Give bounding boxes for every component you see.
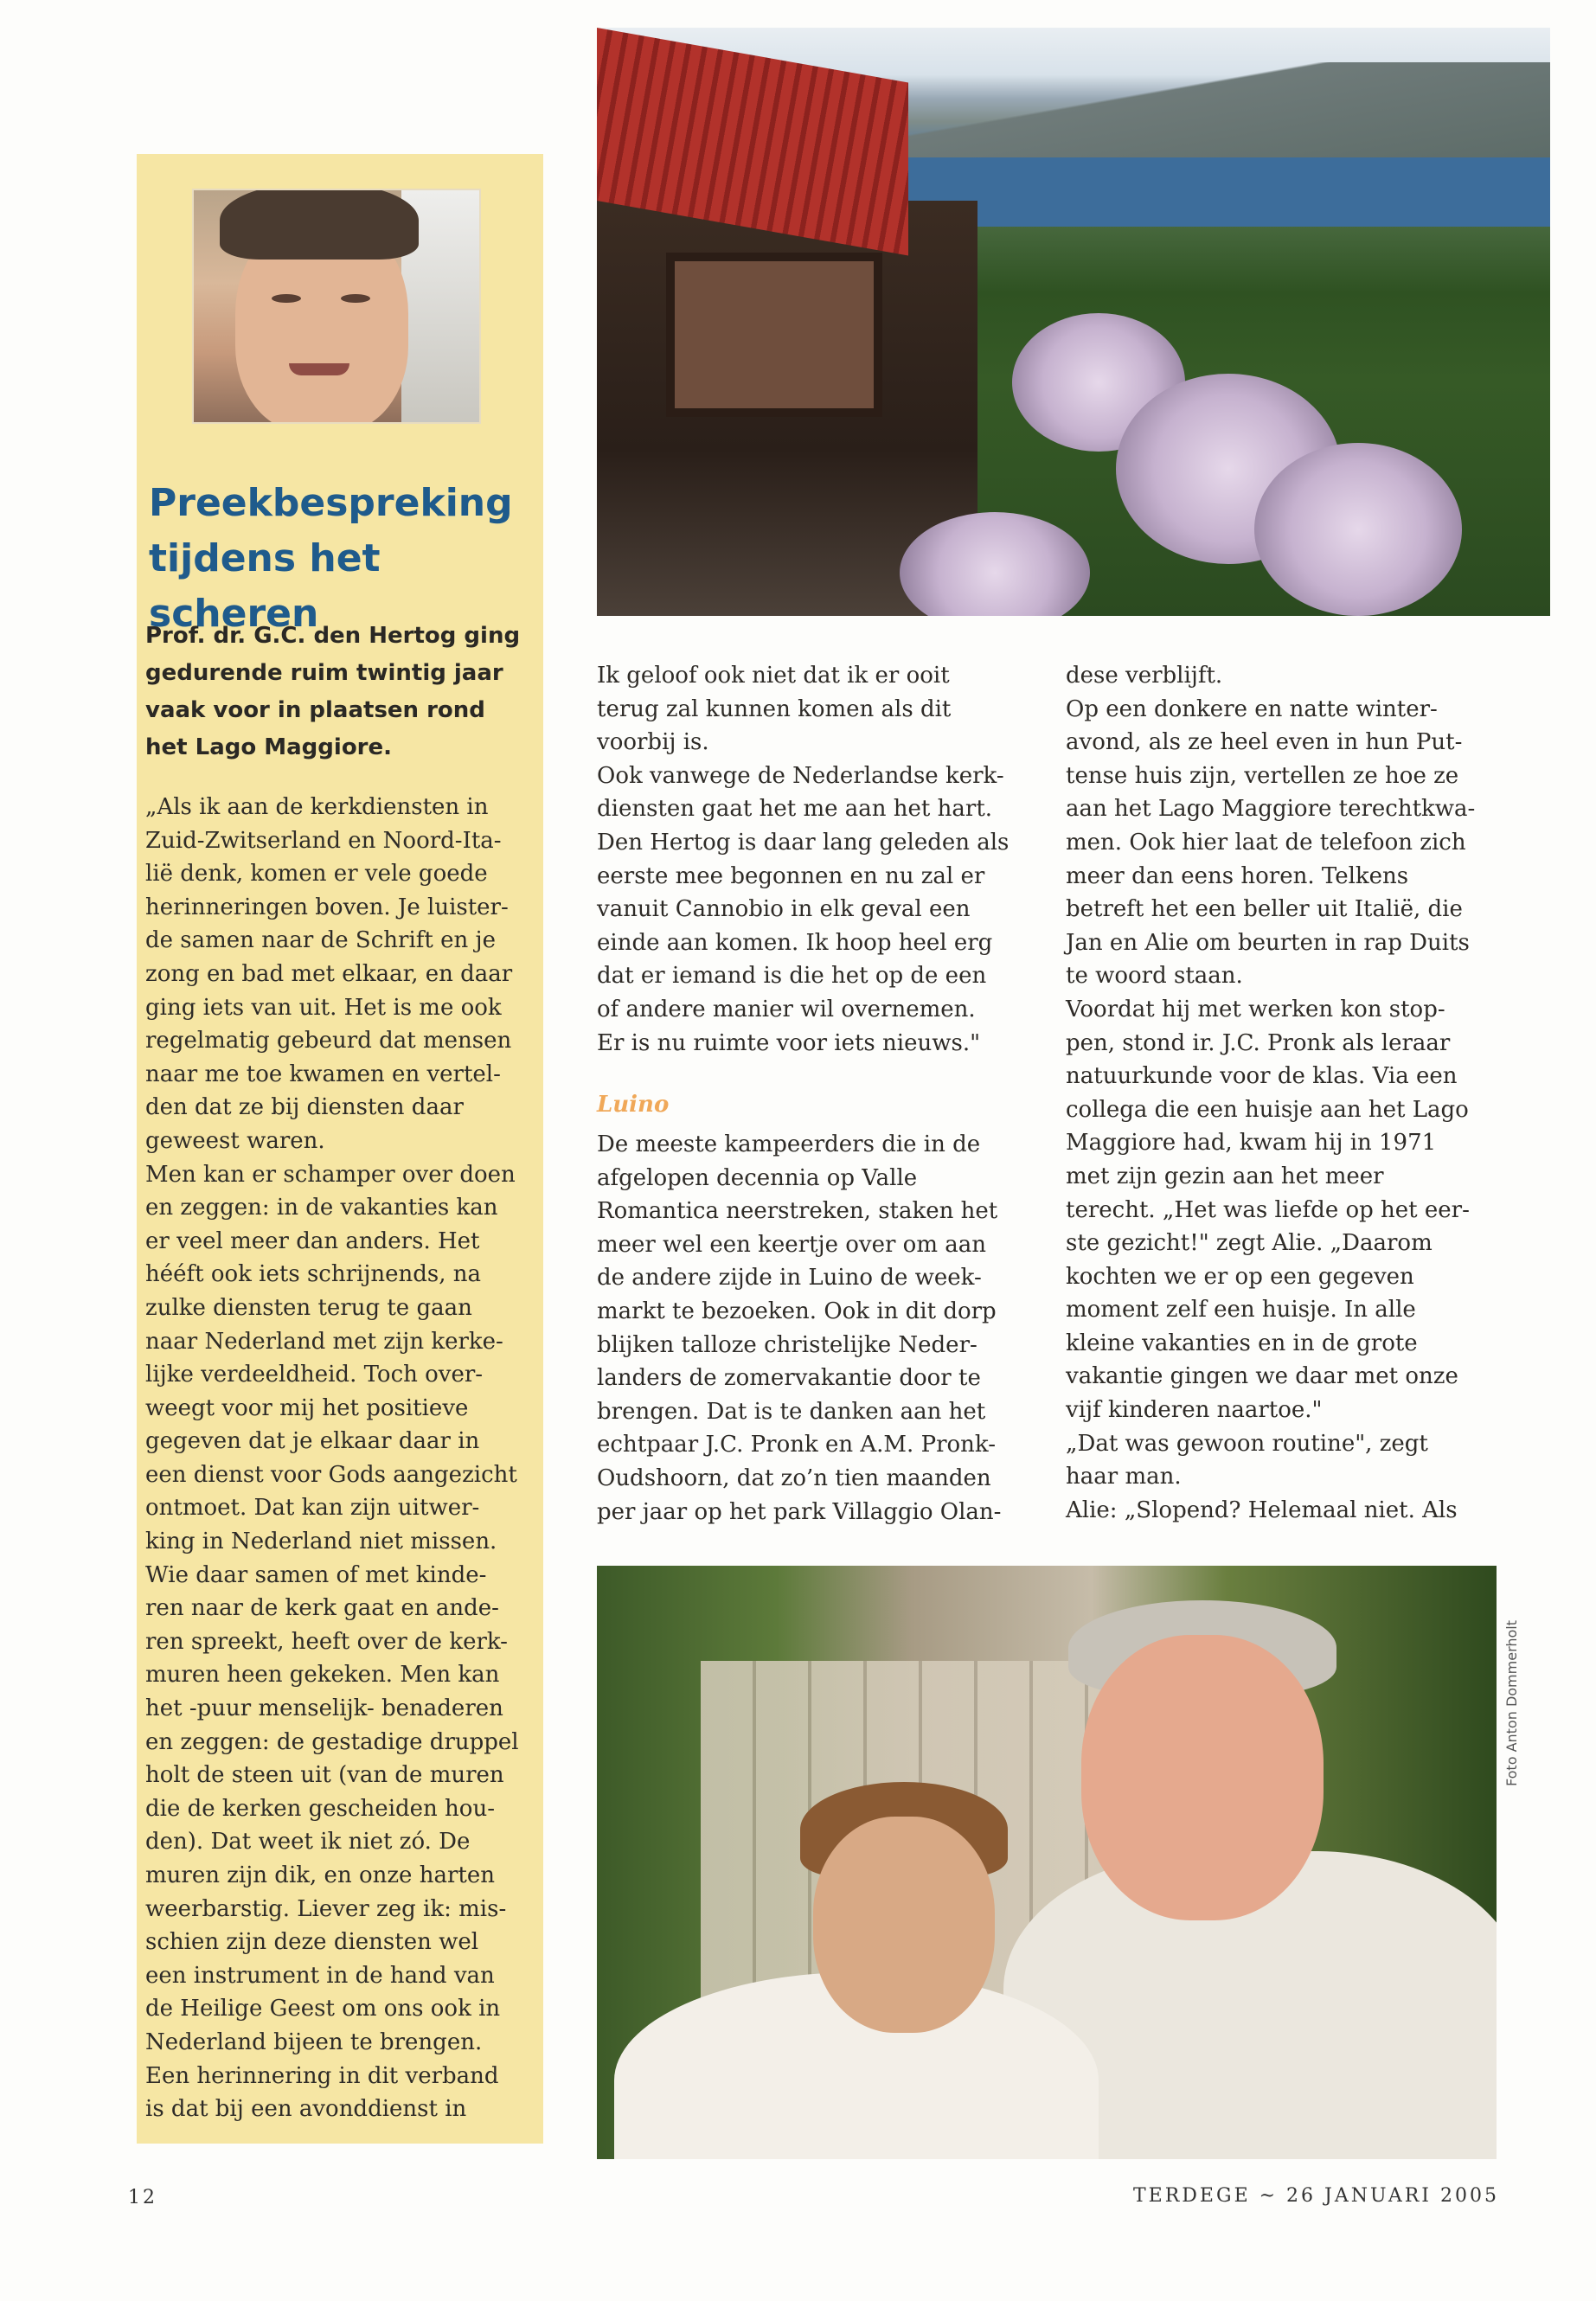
headline-line-2: tijdens het scheren (149, 536, 381, 636)
body-column-2-bottom: De meeste kampeerders die in de afgelopen decennia op Valle Romantica neerstreken, staken het meer wel een keertje over om aan de andere zijde in Luino de week- markt te bezoeken. Ook in dit dorp blijken talloze christelijke Neder- landers de zomervakantie door te brengen. Dat is te danken aan het echtpaar J.C. Pronk en A.M. Pronk- Oudshoorn, dat zo’n tien maanden per jaar op het park Villaggio Olan- (597, 1131, 1002, 1525)
page-number: 12 (128, 2187, 157, 2208)
article-intro: Prof. dr. G.C. den Hertog ging gedurende ruim twintig jaar vaak voor in plaatsen rond het Lago Maggiore. (145, 623, 521, 760)
body-column-1: „Als ik aan de kerkdiensten in Zuid-Zwitserland en Noord-Ita- lië denk, komen er vele goede herinneringen boven. Je luister- de samen naar de Schrift en je zong en bad met elkaar, en daar ging iets van uit. Het is me ook regelmatig gebeurd dat mensen naar me toe kwamen en vertel- den dat ze bij diensten daar geweest waren. Men kan er schamper over doen en zeggen: in de vakanties kan er veel meer dan anders. Het hééft ook iets schrijnends, na zulke diensten terug te gaan naar Nederland met zijn kerke- lijke verdeeldheid. Toch over- weegt voor mij het positieve gegeven dat je elkaar daar in een dienst voor Gods aangezicht ontmoet. Dat kan zijn uitwer- king in Nederland niet missen. Wie daar samen of met kinde- ren naar de kerk gaat en ande- ren spreekt, heeft over de kerk- muren heen gekeken. Men kan het -puur menselijk- benaderen en zeggen: de gestadige druppel holt de steen uit (van de muren die de kerken gescheiden hou- den). Dat weet ik niet zó. De muren zijn dik, en onze harten weerbarstig. Liever zeg ik: mis- schien zijn deze diensten wel een instrument in de hand van de Heilige Geest om ons ook in Nederland bijeen te brengen. Een herinnering in dit verband is dat bij een avonddienst in (145, 794, 519, 2123)
author-portrait (192, 189, 481, 424)
lake-photo (597, 28, 1550, 616)
photo-credit: Foto Anton Dommerholt (1503, 1619, 1520, 1786)
body-column-2-top: Ik geloof ook niet dat ik er ooit terug zal kunnen komen als dit voorbij is. Ook vanwege de Nederlandse kerk- diensten gaat het me aan het hart. Den Hertog is daar lang geleden als eerste mee begonnen en nu zal er vanuit Cannobio in elk geval een einde aan komen. Ik hoop heel erg dat er iemand is die het op de een of andere manier wil overnemen. Er is nu ruimte voor iets nieuws." (597, 663, 1010, 1056)
headline-line-1: Preekbespreking (149, 481, 513, 525)
publication-footer: TERDEGE ~ 26 JANUARI 2005 (1133, 2185, 1499, 2207)
couple-photo (597, 1566, 1497, 2159)
section-subhead: Luino (597, 1092, 670, 1118)
body-column-3: dese verblijft. Op een donkere en natte winter- avond, als ze heel even in hun Put- tense huis zijn, vertellen ze hoe ze aan het Lago Maggiore terechtkwa- men. Ook hier laat de telefoon zich meer dan eens horen. Telkens betreft het een beller uit Italië, die Jan en Alie om beurten in rap Duits te woord staan. Voordat hij met werken kon stop- pen, stond ir. J.C. Pronk als leraar natuurkunde voor de klas. Via een collega die een huisje aan het Lago Maggiore had, kwam hij in 1971 met zijn gezin aan het meer terecht. „Het was liefde op het eer- ste gezicht!" zegt Alie. „Daarom kochten we er op een gegeven moment zelf een huisje. In alle kleine vakanties en in de grote vakantie gingen we daar met onze vijf kinderen naartoe." „Dat was gewoon routine", zegt haar man. Alie: „Slopend? Helemaal niet. Als (1066, 663, 1476, 1523)
